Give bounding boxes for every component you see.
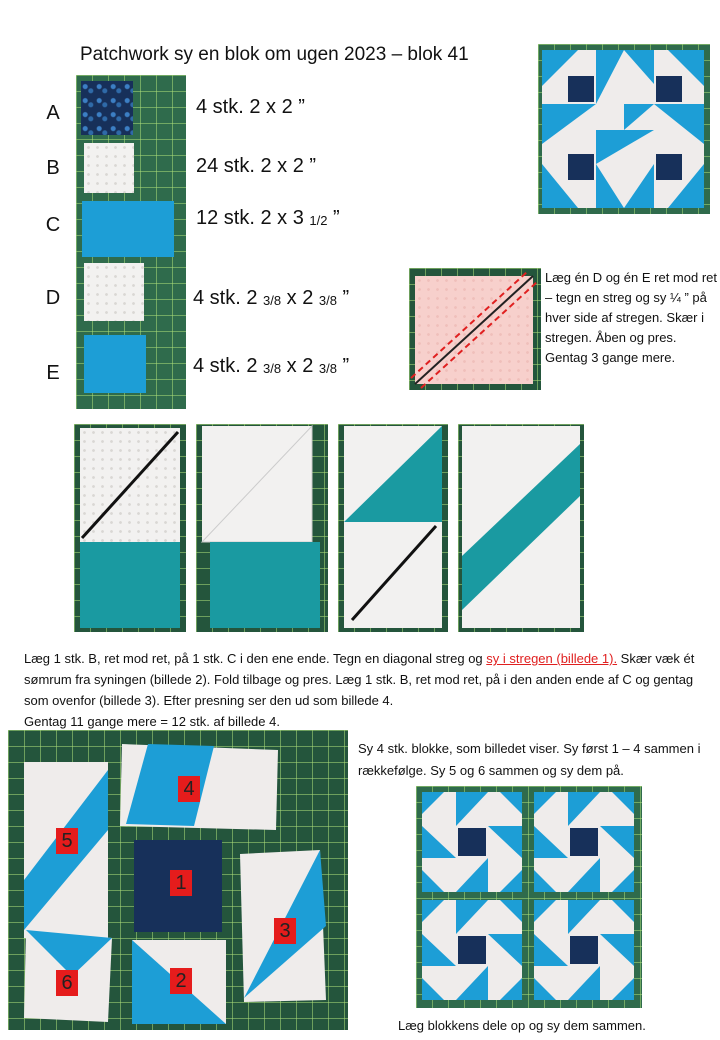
step-text-part2: Skær væk ét sømrum fra syningen (billede 2). Fold tilbage og pres. Læg 1 stk. B, ret mod ret, på i den anden ende af C og gentag som ovenfor (billede 3). Efter presning ser den ud som billede 4. (24, 651, 695, 708)
row-letter-e: E (46, 362, 60, 384)
row-text-b (196, 155, 316, 178)
row-c-main: 12 stk. 2 x 3 (196, 207, 310, 229)
piece-number-4: 4 (178, 776, 200, 802)
row-e-mid: x 2 (281, 355, 319, 377)
swatch-d (84, 263, 144, 321)
piece-number-6: 6 (56, 970, 78, 996)
row-text-e (193, 355, 349, 378)
finished-block-graphic (538, 44, 710, 214)
swatch-c (82, 201, 174, 257)
row-d-fraction-1: 3/8 (263, 293, 282, 308)
step1-diagonal-line (74, 424, 186, 632)
row-d-end: ” (336, 287, 350, 309)
fabric-swatch-strip (76, 75, 186, 409)
page-title: Patchwork sy en blok om ugen 2023 – blok 41 (80, 44, 469, 65)
step-photo-1 (74, 424, 186, 632)
step2-graphic (196, 424, 328, 632)
step-photo-2 (196, 424, 328, 632)
row-d-fraction-2: 3/8 (318, 293, 337, 308)
row-d-main: 4 stk. 2 (193, 287, 264, 309)
step-link-text: sy i stregen (billede 1). (486, 651, 618, 666)
hst-cut-lines (409, 268, 541, 390)
piece-number-5: 5 (56, 828, 78, 854)
piece-number-1: 1 (170, 870, 192, 896)
row-a-main: 4 stk. 2 x 2 ” (196, 96, 305, 118)
row-c-mid: ” (327, 207, 340, 229)
row-e-end: ” (336, 355, 350, 377)
step-text-part1: Læg 1 stk. B, ret mod ret, på 1 stk. C i den ene ende. Tegn en diagonal streg og (24, 651, 487, 666)
four-blocks-graphic (416, 786, 642, 1008)
step-photo-3 (338, 424, 448, 632)
row-e-fraction-2: 3/8 (318, 361, 337, 376)
row-e-fraction-1: 3/8 (263, 361, 282, 376)
final-caption: Læg blokkens dele op og sy dem sammen. (398, 1018, 646, 1033)
swatch-e (84, 335, 146, 393)
four-blocks-photo (416, 786, 642, 1008)
row-e-main: 4 stk. 2 (193, 355, 264, 377)
row-letter-b: B (46, 157, 60, 179)
swatch-b (84, 143, 134, 193)
assembly-instructions: Sy 4 stk. blokke, som billedet viser. Sy først 1 – 4 sammen i rækkefølge. Sy 5 og 6 sammen og sy dem på. (358, 741, 701, 778)
row-letter-d: D (45, 287, 61, 309)
swatch-a (81, 81, 133, 135)
row-letter-c: C (45, 214, 61, 236)
row-text-d (193, 287, 349, 310)
piece-number-3: 3 (274, 918, 296, 944)
row-b-main: 24 stk. 2 x 2 ” (196, 155, 317, 177)
row-text-c (196, 207, 340, 230)
row-d-mid: x 2 (281, 287, 319, 309)
step-text-line4: Gentag 11 gange mere = 12 stk. af billede 4. (24, 714, 280, 729)
layout-photo (8, 730, 348, 1030)
hst-photo (409, 268, 541, 390)
step3-graphic (338, 424, 448, 632)
row-text-a (196, 96, 305, 119)
step4-graphic (458, 424, 584, 632)
step-photo-4 (458, 424, 584, 632)
piece-number-2: 2 (170, 968, 192, 994)
finished-block-photo (538, 44, 710, 214)
hst-instruction: Læg én D og én E ret mod ret – tegn en streg og sy ¼ ” på hver side af stregen. Skær i stregen. Åben og pres. Gentag 3 gange mere. (545, 270, 717, 365)
row-c-fraction: 1/2 (309, 213, 328, 228)
step-instructions (24, 648, 714, 732)
row-letter-a: A (46, 102, 60, 124)
